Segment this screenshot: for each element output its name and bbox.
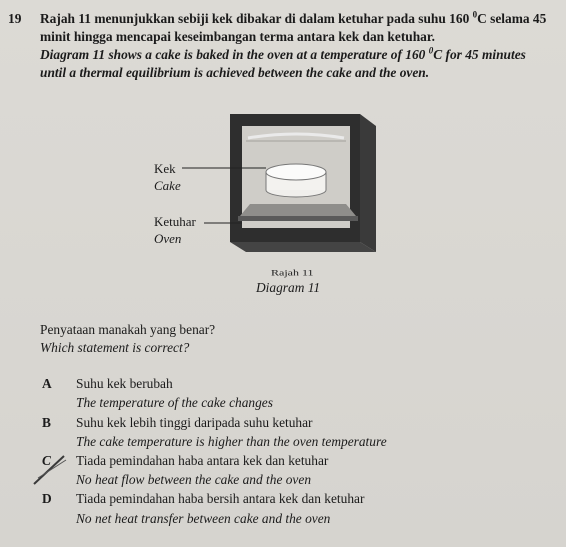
label-kek: Kek	[154, 161, 176, 176]
option-d-letter[interactable]: D	[42, 491, 52, 506]
label-oven: Oven	[154, 231, 182, 246]
oven-diagram	[150, 112, 400, 272]
option-d-english: No net heat transfer between cake and the oven	[76, 511, 331, 526]
pen-mark-icon	[30, 452, 70, 488]
prompt-malay: Penyataan manakah yang benar?	[40, 322, 216, 337]
option-b-english: The cake temperature is higher than the oven temperature	[76, 434, 387, 449]
caption-malay: Rajah 11	[271, 267, 314, 278]
oven-rack-edge	[238, 216, 358, 221]
option-a-english: The temperature of the cake changes	[76, 395, 273, 410]
option-a-malay: Suhu kek berubah	[76, 376, 173, 391]
option-c-english: No heat flow between the cake and the oven	[76, 472, 312, 487]
oven-base	[230, 242, 376, 252]
option-c-malay: Tiada pemindahan haba antara kek dan ketuhar	[76, 453, 329, 468]
cake-top	[266, 164, 326, 180]
prompt-english: Which statement is correct?	[40, 340, 190, 355]
question-english-text: Diagram 11 shows a cake is baked in the oven at a temperature of 160	[40, 47, 426, 62]
question-malay-line-2: minit hingga mencapai keseimbangan terma antara kek dan ketuhar.	[40, 29, 435, 44]
question-malay-text: Rajah 11 menunjukkan sebiji kek dibakar di dalam ketuhar pada suhu 160	[40, 11, 470, 26]
option-c-letter[interactable]: C	[42, 453, 51, 468]
option-d-malay: Tiada pemindahan haba bersih antara kek dan ketuhar	[76, 491, 365, 506]
question-english-line-1	[40, 47, 526, 63]
oven-top-rail	[246, 140, 346, 142]
option-b-letter[interactable]: B	[42, 415, 51, 430]
question-malay-unit: C selama 45	[477, 11, 547, 26]
option-b-malay: Suhu kek lebih tinggi daripada suhu ketuhar	[76, 415, 313, 430]
question-number: 19	[8, 11, 22, 26]
question-english-line-2: until a thermal equilibrium is achieved between the cake and the oven.	[40, 65, 430, 80]
label-ketuhar: Ketuhar	[154, 214, 196, 229]
degree-sign: 0	[472, 9, 478, 20]
degree-sign: 0	[428, 45, 434, 56]
question-english-unit: C for 45 minutes	[433, 47, 526, 62]
label-cake: Cake	[154, 178, 181, 193]
question-malay-line-1	[40, 11, 546, 27]
oven-side	[360, 114, 376, 252]
oven-rack	[240, 204, 356, 216]
caption-english: Diagram 11	[256, 280, 321, 295]
option-a-letter[interactable]: A	[42, 376, 52, 391]
